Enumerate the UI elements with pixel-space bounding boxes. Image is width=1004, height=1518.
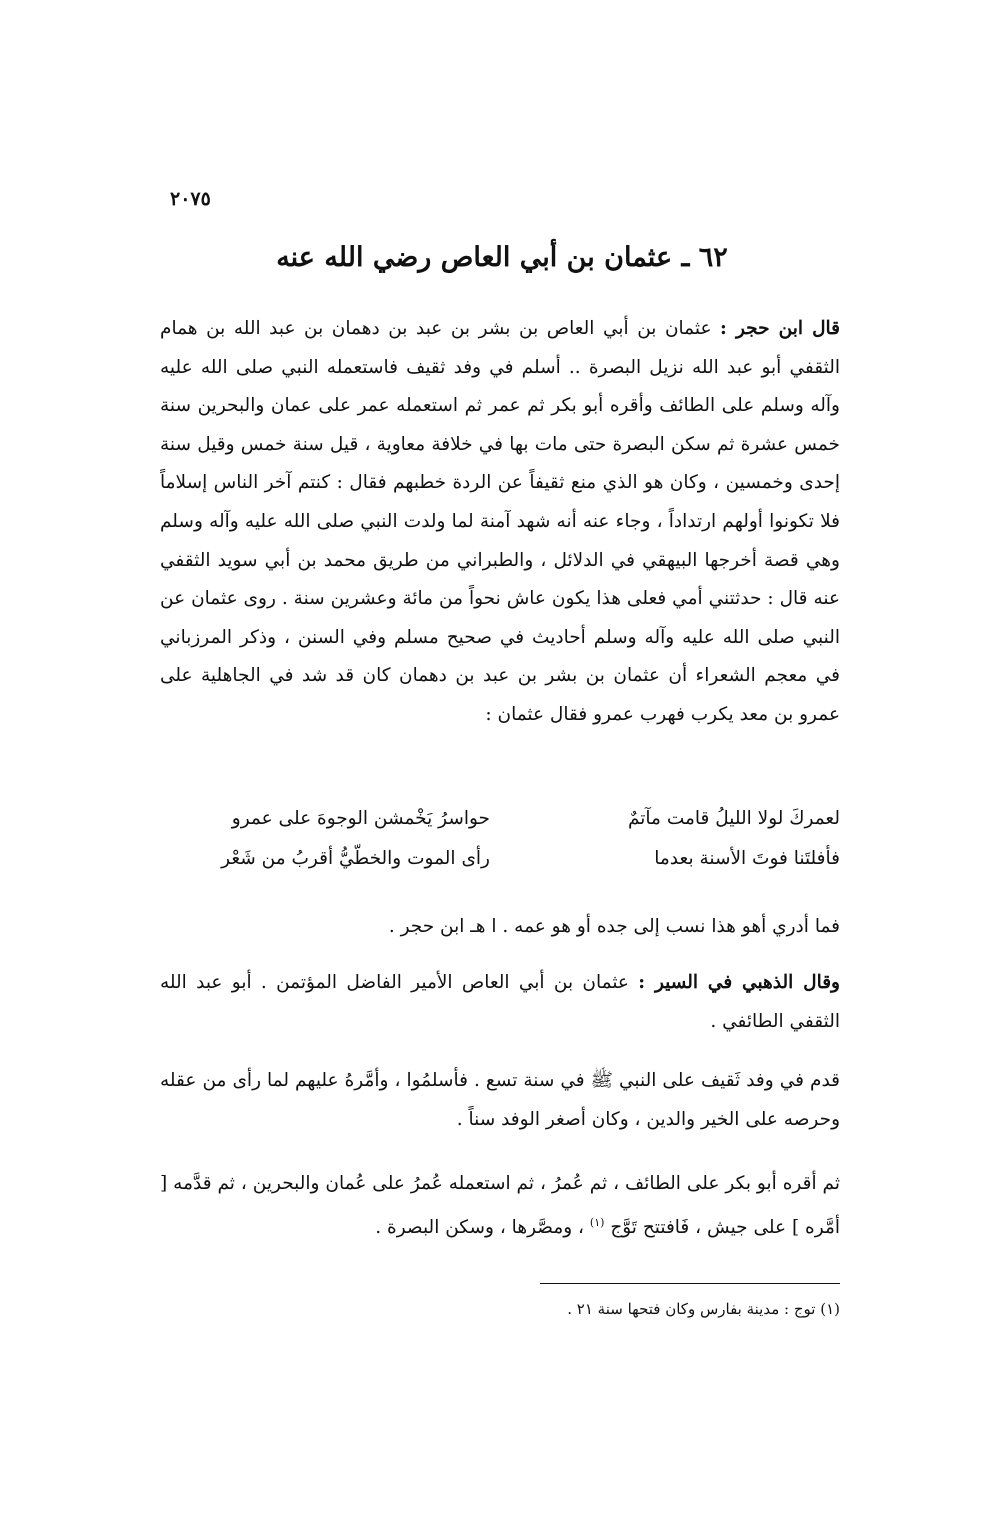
chapter-title: ٦٢ ـ عثمان بن أبي العاص رضي الله عنه xyxy=(276,242,728,273)
paragraph-after-poem: فما أدري أهو هذا نسب إلى جده أو هو عمه . ا هـ ابن حجر . xyxy=(388,916,840,937)
footnote: (١) توج : مدينة بفارس وكان فتحها سنة ٢١ . xyxy=(567,1300,840,1318)
paragraph-ibn-hajar xyxy=(160,310,868,735)
poem-first-hemistich: لعمركَ لولا الليلُ قامت مآتمٌ xyxy=(627,808,840,829)
poem-second-hemistich: حواسرُ يَخْمشن الوجوهَ على عمرو xyxy=(231,808,490,829)
paragraph-text: عثمان بن أبي العاص الأمير الفاضل المؤتمن . أبو عبد الله الثقفي الطائفي . xyxy=(160,972,840,1032)
paragraph-text: عثمان بن أبي العاص بن بشر بن عبد بن دهمان بن عبد الله بن همام الثقفي أبو عبد الله نزيل البصرة .. أسلم في وفد ثقيف فاستعمله النبي صلى الله عليه وآله وسلم على الطائف وأقره أبو بكر ثم عمر ثم استعمله عمر على عمان والبحرين سنة خمس عشرة ثم سكن البصرة حتى مات بها في خلافة معاوية ، قيل سنة خمس وقيل سنة إحدى وخمسين ، وكان هو الذي منع ثقيفاً عن الردة خطبهم فقال : كنتم آخر الناس إسلاماً فلا تكونوا أولهم ارتداداً ، وجاء عنه أنه شهد آمنة لما ولدت النبي صلى الله عليه وآله وسلم وهي قصة أخرجها البيهقي في الدلائل ، والطبراني من طريق محمد بن أبي سويد الثقفي عنه قال : حدثتني أمي فعلى هذا يكون عاش نحواً من مائة وعشرين سنة . روى عثمان عن النبي صلى الله عليه وآله وسلم أحاديث في صحيح مسلم وفي السنن ، وذكر المرزباني في معجم الشعراء أن عثمان بن بشر بن عبد بن دهمان كان قد شد في الجاهلية على عمرو بن معد يكرب فهرب عمرو فقال عثمان : xyxy=(160,318,840,725)
paragraph-text: ، ومصَّرها ، وسكن البصرة . xyxy=(375,1216,585,1238)
poem xyxy=(160,808,840,888)
paragraph-label: قال ابن حجر : xyxy=(720,318,840,339)
paragraph-label: وقال الذهبي في السير : xyxy=(638,972,840,993)
poem-second-hemistich: رأى الموت والخطّيُّ أقربُ من شَعْر xyxy=(221,848,490,869)
paragraph-qadim: قدم في وفد ثَقيف على النبي ﷺ في سنة تسع . فأسلمُوا ، وأمَّرهُ عليهم لما رأى من عقله وحرصه على الخير والدين ، وكان أصغر الوفد سناً . xyxy=(160,1070,840,1130)
poem-first-hemistich: فأفلتَنا فوتَ الأسنة بعدما xyxy=(654,848,840,869)
paragraph-dhahabi xyxy=(160,964,868,1041)
paragraph-aqarra xyxy=(160,1165,868,1247)
paragraph-text: ثم أقره أبو بكر على الطائف ، ثم عُمرُ ، ثم استعمله عُمرُ على عُمان والبحرين ، ثم قدَّمه [ أمَّره ] على جيش ، فَافتتح تَوَّج xyxy=(160,1173,840,1238)
footnote-divider xyxy=(540,1283,840,1284)
poem-line xyxy=(160,848,840,888)
poem-line xyxy=(160,808,840,848)
footnote-reference[interactable]: (١) xyxy=(589,1215,605,1229)
page-number: ٢٠٧٥ xyxy=(170,188,211,210)
